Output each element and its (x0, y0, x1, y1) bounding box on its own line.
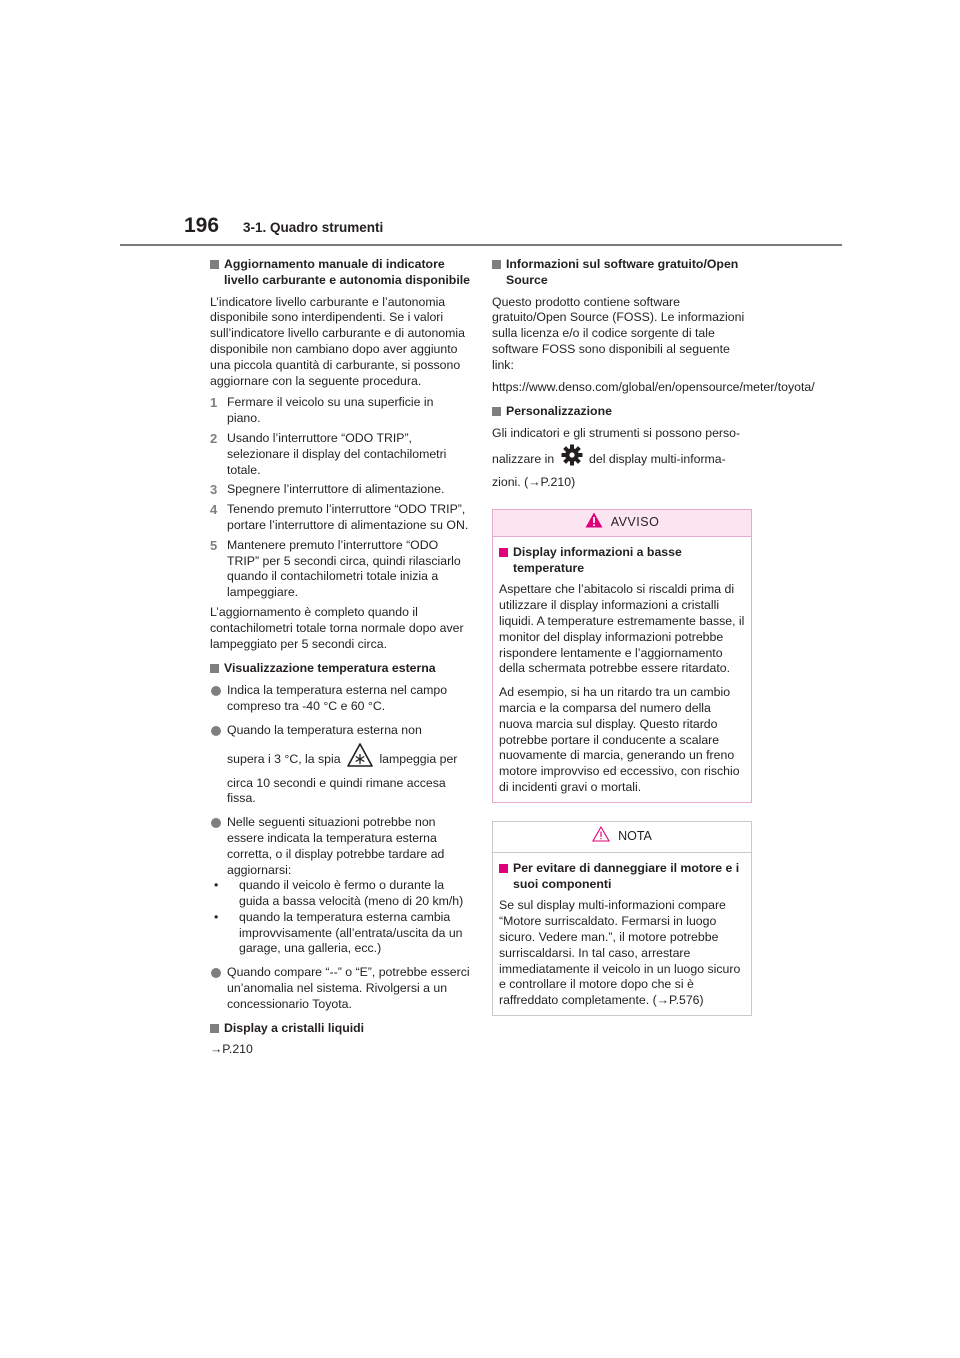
warning-title (499, 545, 745, 577)
lcd-page-reference: →P.210 (210, 1042, 253, 1057)
bullet-text: Quando compare “--” o “E”, potrebbe esserci un’anomalia nel sistema. Rivolgersi a un concessionario Toyota. (227, 965, 470, 1011)
round-bullet-icon (211, 968, 221, 978)
step-item (210, 482, 470, 498)
right-column (492, 257, 815, 1016)
section-title-text: Visualizzazione temperatura esterna (224, 661, 436, 676)
section-title-foss (492, 257, 752, 289)
bullet-text: Nelle seguenti situazioni potrebbe non essere indicata la temperatura esterna corretta, o il display potrebbe tardare ad aggiornarsi: (227, 815, 445, 877)
note-body (493, 853, 751, 1015)
warning-paragraph: Aspettare che l’abitacolo si riscaldi prima di utilizzare il display informazioni a cristalli liquidi. A temperature estremamente basse, il monitor del display informazioni potrebbe rispondere lentamente e l’aggiornamento della schermata potrebbe essere ritardato. (499, 582, 745, 676)
section-title-text: Aggiornamento manuale di indicatore livello carburante e autonomia disponibile (224, 257, 470, 287)
section-title-text: Display a cristalli liquidi (224, 1020, 365, 1035)
temp-bullet-ice (210, 723, 470, 807)
section-title-lcd (210, 1021, 470, 1037)
fuel-update-intro: L’indicatore livello carburante e l’autonomia disponibile sono interdipendenti. Se i valori sull’indicatore livello carburante e di autonomia disponibile non cambiano dopo aver aggiunto una piccola quantità di carburante, si possono aggiornare con la seguente procedura. (210, 294, 465, 388)
foss-text: Questo prodotto contiene software gratuito/Open Source (FOSS). Le informazioni sulla licenza e/o il codice sorgente di tale software FOSS sono disponibili al seguente link: (492, 294, 745, 372)
caution-triangle-outline-icon (592, 826, 610, 847)
warning-box (492, 509, 752, 803)
step-item (210, 395, 470, 427)
warning-header-label: AVVISO (610, 514, 660, 529)
step-number: 3 (210, 482, 218, 498)
step-item (210, 502, 470, 534)
warning-triangle-icon (585, 512, 603, 533)
step-text: Spegnere l’interruttore di alimentazione. (227, 482, 445, 497)
sub-item-text: quando il veicolo è fermo o durante la guida a bassa velocità (meno di 20 km/h) (239, 878, 464, 909)
step-item (210, 538, 470, 601)
temp-bullet-anomaly (210, 965, 470, 1012)
left-column (210, 257, 470, 1064)
step-text: Tenendo premuto l’interruttore “ODO TRIP”, portare l’interruttore di alimentazione su ON. (227, 502, 469, 532)
steps-list (210, 395, 470, 601)
section-title-customization (492, 404, 752, 420)
warning-body (493, 537, 751, 802)
step-number: 5 (210, 537, 218, 553)
bullet-text: Indica la temperatura esterna nel campo compreso tra -40 °C e 60 °C. (227, 683, 448, 713)
square-bullet-icon (210, 1024, 219, 1033)
customization-text: nalizzare in (492, 451, 555, 466)
fuel-update-outro: L’aggiornamento è completo quando il contachilometri totale torna normale dopo aver lampeggiato per 5 secondi circa. (210, 604, 464, 651)
step-item (210, 431, 470, 478)
sub-bullet: • (214, 909, 219, 924)
square-bullet-icon (492, 407, 501, 416)
bullet-text: lampeggia per (379, 751, 458, 766)
settings-gear-icon (561, 444, 583, 475)
customization-reference: zioni. (→P.210) (492, 474, 576, 489)
sub-item (210, 910, 470, 957)
note-title (499, 861, 745, 893)
foss-link[interactable]: https://www.denso.com/global/en/opensource/meter/toyota/ (492, 379, 815, 394)
section-title-text: Personalizzazione (506, 404, 612, 419)
bullet-text: supera i 3 °C, la spia (227, 751, 341, 766)
customization-gear-line (492, 444, 752, 475)
ice-line (227, 743, 470, 776)
note-paragraph: Se sul display multi-informazioni compare “Motore surriscaldato. Fermarsi in luogo sicuro. Vedere man.”, il motore potrebbe surriscaldarsi. In tal caso, arrestare immediatamente il veicolo in un luogo sicuro e controllare il motore dopo che si è raffreddato completamente. (→P.576) (499, 898, 741, 1008)
page-number: 196 (184, 214, 220, 237)
section-title-text: Informazioni sul software gratuito/Open Source (506, 257, 739, 287)
sub-list (210, 878, 470, 957)
step-number: 4 (210, 502, 218, 518)
warning-header (493, 510, 751, 537)
sub-bullet: • (214, 878, 219, 893)
step-text: Usando l’interruttore “ODO TRIP”, selezionare il display del contachilometri totale. (227, 430, 447, 477)
square-bullet-icon (499, 864, 508, 873)
temp-bullet-delay (210, 815, 470, 957)
section-title-fuel-update (210, 257, 470, 289)
warning-paragraph: Ad esempio, si ha un ritardo tra un cambio marcia e la comparsa del numero della nuova marcia sul display. Questo ritardo potrebbe portare il conducente a scalare nuovamente di marcia, generando un freno motore improvviso ed eccessivo, con rischio di incidenti gravi o mortali. (499, 685, 740, 794)
bullet-text: circa 10 secondi e quindi rimane accesa fissa. (227, 775, 446, 806)
step-text: Fermare il veicolo su una superficie in piano. (227, 395, 434, 426)
chapter-title: 3-1. Quadro strumenti (243, 220, 384, 235)
square-bullet-icon (492, 260, 501, 269)
step-number: 1 (210, 395, 218, 411)
note-header-label: NOTA (618, 828, 652, 843)
step-text: Mantenere premuto l’interruttore “ODO TRIP” per 5 secondi circa, quindi rilasciarlo quando il contachilometri totale inizia a lampeggiare. (227, 537, 461, 600)
customization-text: del display multi-informa- (589, 451, 726, 466)
square-bullet-icon (210, 260, 219, 269)
sub-item (210, 878, 470, 910)
round-bullet-icon (211, 726, 221, 736)
square-bullet-icon (210, 664, 219, 673)
header-rule (120, 244, 842, 246)
warning-title-text: Display informazioni a basse temperature (513, 544, 682, 575)
step-number: 2 (210, 430, 218, 446)
note-box (492, 821, 752, 1016)
temp-bullet-range (210, 683, 470, 715)
bullet-text: Quando la temperatura esterna non (227, 722, 422, 737)
square-bullet-icon (499, 548, 508, 557)
note-header (493, 822, 751, 853)
round-bullet-icon (211, 818, 221, 828)
ice-warning-icon (347, 743, 373, 776)
sub-item-text: quando la temperatura esterna cambia improvvisamente (all’entrata/uscita da un garage, una galleria, ecc.) (239, 909, 463, 956)
customization-text: Gli indicatori e gli strumenti si possono perso- (492, 426, 741, 441)
note-title-text: Per evitare di danneggiare il motore e i suoi componenti (513, 860, 740, 891)
round-bullet-icon (211, 686, 221, 696)
section-title-outside-temp (210, 661, 470, 677)
